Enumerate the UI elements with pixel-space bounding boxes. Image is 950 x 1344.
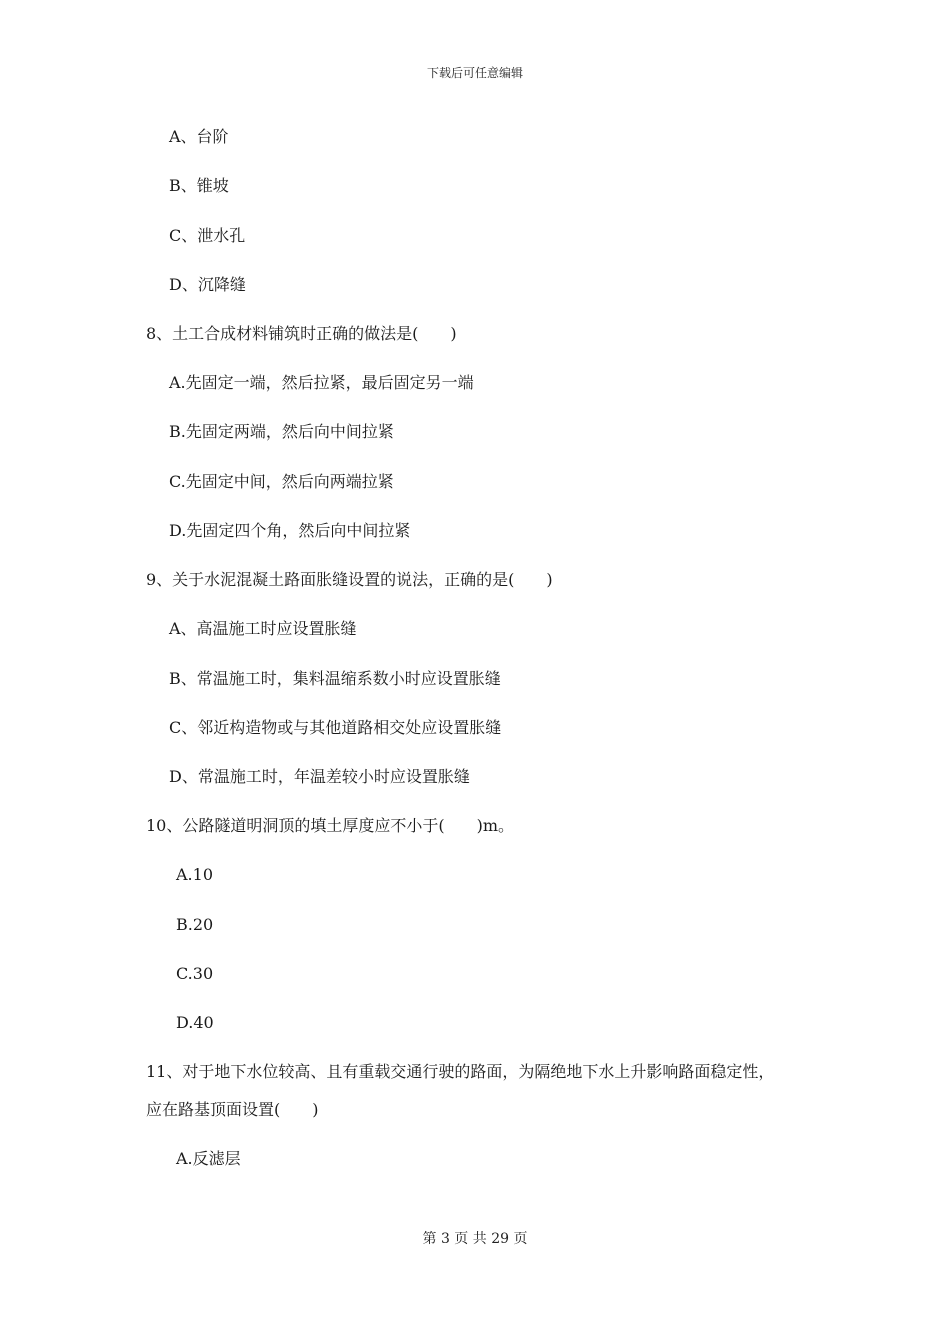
question-8-stem: 8、土工合成材料铺筑时正确的做法是( ) [146, 324, 457, 343]
question-10-stem: 10、公路隧道明洞顶的填土厚度应不小于( )m。 [146, 816, 515, 835]
question-9-option-b: B、常温施工时，集料温缩系数小时应设置胀缝 [169, 669, 501, 688]
prev-option-d: D、沉降缝 [169, 275, 246, 294]
question-8-option-a: A.先固定一端，然后拉紧，最后固定另一端 [169, 373, 474, 392]
question-9-stem: 9、关于水泥混凝土路面胀缝设置的说法，正确的是( ) [146, 570, 553, 589]
question-11-option-a: A.反滤层 [176, 1149, 241, 1168]
question-10-option-a: A.10 [176, 865, 213, 884]
question-8-option-c: C.先固定中间，然后向两端拉紧 [169, 472, 394, 491]
question-11-stem-line-1: 11、对于地下水位较高、且有重载交通行驶的路面，为隔绝地下水上升影响路面稳定性， [146, 1062, 775, 1081]
question-10-option-d: D.40 [176, 1013, 214, 1032]
question-10-option-b: B.20 [176, 915, 214, 934]
question-11-stem-line-2: 应在路基顶面设置( ) [146, 1100, 319, 1119]
prev-option-c: C、泄水孔 [169, 226, 246, 245]
question-9-option-a: A、高温施工时应设置胀缝 [169, 619, 357, 638]
question-9-option-c: C、邻近构造物或与其他道路相交处应设置胀缝 [169, 718, 502, 737]
question-8-option-b: B.先固定两端，然后向中间拉紧 [169, 422, 394, 441]
question-10-option-c: C.30 [176, 964, 214, 983]
prev-option-b: B、锥坡 [169, 176, 229, 195]
page-footer: 第 3 页 共 29 页 [422, 1231, 528, 1247]
question-8-option-d: D.先固定四个角，然后向中间拉紧 [169, 521, 411, 540]
question-9-option-d: D、常温施工时，年温差较小时应设置胀缝 [169, 767, 470, 786]
page-header: 下载后可任意编辑 [426, 66, 523, 80]
prev-option-a: A、台阶 [169, 127, 229, 146]
